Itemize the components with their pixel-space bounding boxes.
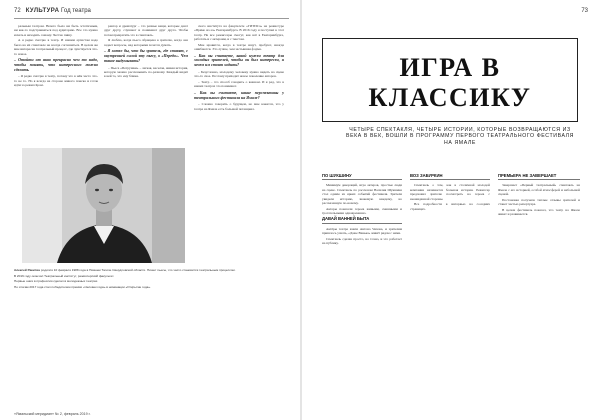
paragraph: – Безусловно, молодому человеку нужно видеть на сцене что-то свое. Поэтому приходит новое поколение авторов. [194, 70, 284, 79]
page-gutter [300, 0, 302, 420]
left-page [0, 0, 299, 420]
right-column-3 [498, 172, 580, 218]
paragraph: Актеры показали героев живыми, смешными и трогательными одновременно. [322, 206, 402, 216]
pull-quote: – Как вы считаете, какие перспективы у театрального фестиваля на Ямале? [194, 89, 284, 100]
paragraph: – Пьеса «Петрушки» – легкая, веселая, живая история, которую можно рассказывать по-разному. Каждый видит в ней то, что ему ближе. [104, 65, 188, 79]
left-column-3 [194, 24, 284, 112]
paragraph: Спектакль сделан просто, но точно, и это работает на публику. [322, 236, 402, 246]
headline-frame [322, 38, 578, 122]
paragraph: Завершает «Первый театральный» спектакль на Ямале с его историей, особой атмосферой и небольшой сценой. [498, 183, 580, 197]
paragraph: ральным театром. Нечего было ни быть эстетичным, ни как-то подстраиваться под аудиторию. Все это нужно искать и находить самому. Честно пишу. [14, 24, 98, 37]
biography-caption [14, 268, 290, 290]
section-label: КУЛЬТУРА [25, 8, 60, 14]
article-subtitle: ЧЕТЫРЕ СПЕКТАКЛЯ, ЧЕТЫРЕ ИСТОРИИ, КОТОРЫЕ ВОЗВРАЩАЮТСЯ ИЗ ВЕКА В ВЕК, ВОШЛИ В ПРОГРАММУ ПЕРВОГО ТЕАТРАЛЬНОГО ФЕСТИВАЛЯ НА ЯМАЛЕ [346, 127, 574, 146]
paragraph: Мне нравится, когда в театре ищут, пробуют, иногда ошибаются. Это лучше, чем застывшая форма. [194, 42, 284, 52]
issue-footer: «Ямальский меридиан» № 2, февраль 2019 г. [14, 412, 91, 416]
paragraph: А я редко смотрю в театр. И нашим артистам надо было на их спектакле не всегда соглашаться. В целом же мне интересен театральный процесс, где чувствуется что-то новое. [14, 38, 98, 56]
paragraph: – Театр – это способ говорить о важном. И я рад, что в наших театрах это понимают. [194, 80, 284, 89]
article-title: ИГРА В КЛАССИКУ [368, 53, 532, 112]
paragraph: В целом фестиваль показал, что театр на Ямале живет и развивается. [498, 207, 580, 217]
caption-paragraph: Первые шаги в профессии сделал в молодежных театрах. [14, 279, 99, 283]
paragraph: ректор и драматург – это разные вещи, которые дают друг другу, слушают и понимают друг друга. Чтобы потом превратить это в спектакль. [104, 24, 188, 37]
paragraph: Я люблю, когда пьеса обращена к зрителю, когда она задает вопросы, над которыми хочется думать. [104, 38, 188, 47]
pull-quote: – Отойти от явно прекрасно чем то надо, чтобы понять, что интересного можно сделать. [14, 57, 98, 72]
section-heading: ПРЕМЬЕРА НЕ ЗАВЕРШАЕТ [498, 174, 580, 180]
left-column-1 [14, 24, 98, 89]
paragraph: ского института на факультете «ГИТИСа» на режиссуре «Прямо из-за» Екатеринбурга. В 2016 году я поступил в этот театр. Не все режиссеры смогут, как всё в Екатеринбурге, работать и с актерами, и с текстом. [194, 24, 284, 42]
pull-quote: – Я хотел бы, что бы зритель, где ставят, с внутренней силой эту пьесу, в «Передо». Чем такое выдумывать? [104, 48, 188, 63]
subsection-label: Год театра [61, 8, 91, 14]
section-heading: ДАВАЙ ВАННЕЙ БЫТА [322, 217, 402, 223]
caption-paragraph: В 2016 году окончил Театральный институт, режиссерский факультет. [14, 273, 115, 278]
left-column-2 [104, 24, 188, 80]
section-heading: ПО ШУКШИНУ [322, 174, 402, 180]
paragraph: Актёры театра взяли Антона Чехова, и зрителям пришлось узнать, «Даже Ванька» живёт рядом с нами. [322, 226, 402, 236]
paragraph: Минимум декораций, игра актеров, простые люди на сцене. Спектакль по рассказам Василия Шукшина стал одним из ярких событий фестиваля. Зрители увидели историю, знакомую каждому, но рассказанную по-новому. [322, 183, 402, 206]
paragraph: – Я редко смотрю в театр, потому что в нём часто что-то не то. Но я всегда на стороне живого поиска и готов идти за режиссёром. [14, 74, 98, 88]
right-page-number: 73 [581, 8, 588, 14]
paragraph: – Сложно говорить о будущем, но мне кажется, что у театра на Ямале есть большой потенциал. [194, 102, 284, 111]
right-column-2 [410, 172, 490, 212]
caption-lead [14, 268, 290, 272]
section-heading: ВОЗ ЗАБУРКИН [410, 174, 490, 180]
left-page-number: 72 [14, 8, 21, 14]
paragraph: Постановка получила теплые отзывы зрителей и станет частью репертуара. [498, 197, 580, 207]
caption-name: Алексей Ракитин [14, 268, 41, 272]
left-running-head [14, 8, 91, 14]
left-header-rule [14, 18, 289, 19]
caption-lead-text: родился 10 февраля 1988 года в Нижнем Тагиле Свердловской области. Пишет пьесы, что часто становится театральным процессом. [40, 268, 236, 272]
paragraph: Спектакль о том, как в столичной молодой компании начинается большая история. Режиссер предложил зрителю посмотреть на героев с неожиданной стороны. [410, 183, 490, 201]
portrait-illustration [22, 148, 185, 263]
portrait-photo [22, 148, 185, 263]
pull-quote: – Как вы считаете, какой нужен театр для молодых зрителей, чтобы он был интересен, и зачем им стоит ходить? [194, 52, 284, 68]
caption-paragraph: По итогам 2017 года стал победителем премии «Человек года» в номинации «Открытие года». [14, 284, 151, 289]
paragraph: Все подробности в интервью на соседних страницах. [410, 202, 490, 211]
right-column-1 [322, 172, 402, 247]
